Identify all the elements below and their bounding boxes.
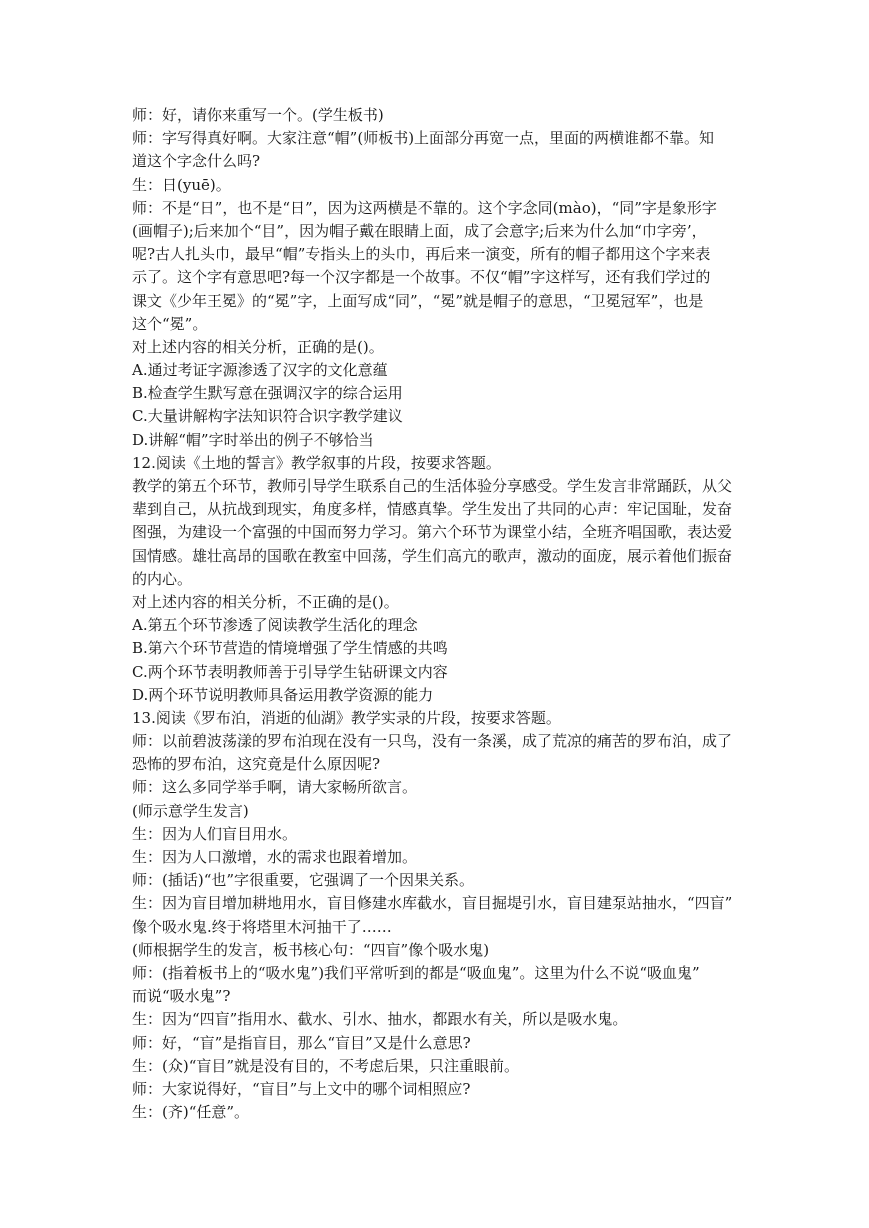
text-line: 的内心。	[132, 569, 193, 588]
option-b: B.第六个环节营造的情境增强了学生情感的共鸣	[132, 639, 448, 658]
text-line: 生：日(yuē)。	[132, 175, 231, 194]
text-line: 生：(众)“盲目”就是没有目的，不考虑后果，只注重眼前。	[132, 1056, 520, 1075]
text-line: 师：大家说得好，“盲目”与上文中的哪个词相照应?	[132, 1079, 471, 1098]
option-a: A.通过考证字源渗透了汉字的文化意蕴	[132, 361, 388, 380]
text-line: 这个“冕”。	[132, 314, 208, 333]
text-line: 师：好，请你来重写一个。(学生板书)	[132, 106, 384, 124]
text-line: 师：好，“盲”是指盲目，那么“盲目”又是什么意思?	[132, 1033, 471, 1052]
text-line: 示了。这个字有意思吧?每一个汉字都是一个故事。不仅“帽”字这样写，还有我们学过的	[132, 268, 711, 287]
text-line: 而说“吸水鬼”?	[132, 987, 231, 1006]
text-line: 生：因为人们盲目用水。	[132, 824, 298, 843]
text-line: 道这个字念什么吗?	[132, 152, 261, 171]
text-line: (画帽子);后来加个“目”，因为帽子戴在眼睛上面，成了会意字;后来为什么加“巾字旁’，	[132, 221, 707, 240]
text-line: 像个吸水鬼.终于将塔里木河抽干了……	[132, 917, 392, 936]
text-line: 师：字写得真好啊。大家注意“帽”(师板书)上面部分再宽一点，里面的两横谁都不靠。知	[132, 129, 715, 148]
text-line: 生：(齐)“任意”。	[132, 1103, 250, 1122]
question-stem: 对上述内容的相关分析，正确的是()。	[132, 337, 384, 356]
text-line: 生：因为盲目增加耕地用水，盲目修建水库截水，盲目掘堤引水，盲目建泵站抽水，“四盲”	[132, 894, 733, 913]
option-b: B.检查学生默写意在强调汉字的综合运用	[132, 384, 403, 403]
text-line: 教学的第五个环节，教师引导学生联系自己的生活体验分享感受。学生发言非常踊跃，从父	[132, 477, 733, 495]
text-line: 图强，为建设一个富强的中国而努力学习。第六个环节为课堂小结，全班齐唱国歌，表达爱	[132, 523, 733, 542]
text-line: 师：以前碧波荡漾的罗布泊现在没有一只鸟，没有一条溪，成了荒凉的痛苦的罗布泊，成了	[132, 732, 733, 751]
text-line: 生：因为“四盲”指用水、截水、引水、抽水，都跟水有关，所以是吸水鬼。	[132, 1010, 628, 1029]
text-line: (师示意学生发言)	[132, 801, 249, 820]
option-a: A.第五个环节渗透了阅读教学生活化的理念	[132, 616, 418, 635]
option-d: D.两个环节说明教师具备运用教学资源的能力	[132, 685, 434, 704]
text-line: 师：不是“日”，也不是“日”，因为这两横是不靠的。这个字念同(mào)，“同”字是象形字	[132, 198, 717, 217]
text-line: 师：(插话)“也”字很重要，它强调了一个因果关系。	[132, 871, 475, 890]
option-c: C.大量讲解构字法知识符合识字教学建议	[132, 407, 403, 426]
option-d: D.讲解“帽”字时举出的例子不够恰当	[132, 430, 374, 449]
text-line: 国情感。雄壮高昂的国歌在教室中回荡，学生们高亢的歌声，激动的面庞，展示着他们振奋	[132, 546, 733, 565]
text-line: 恐怖的罗布泊，这究竟是什么原因呢?	[132, 755, 381, 774]
text-line: 师：(指着板书上的“吸水鬼”)我们平常听到的都是“吸血鬼”。这里为什么不说“吸血鬼”	[132, 963, 700, 982]
document-body	[132, 104, 772, 1124]
text-line: 课文《少年王冕》的“冕”字，上面写成“同”，“冕”就是帽子的意思，“卫冕冠军”，也是	[132, 291, 704, 310]
text-line: 辈到自己，从抗战到现实，角度多样，情感真挚。学生发出了共同的心声：牢记国耻，发奋	[132, 500, 733, 519]
option-c: C.两个环节表明教师善于引导学生钻研课文内容	[132, 662, 448, 681]
text-line: 生：因为人口激增，水的需求也跟着增加。	[132, 848, 418, 866]
question-heading: 13.阅读《罗布泊，消逝的仙湖》教学实录的片段，按要求答题。	[132, 708, 561, 727]
text-line: (师根据学生的发言，板书核心句：“四盲”像个吸水鬼)	[132, 940, 490, 959]
text-line: 师：这么多同学举手啊，请大家畅所欲言。	[132, 778, 418, 797]
question-heading: 12.阅读《土地的誓言》教学叙事的片段，按要求答题。	[132, 453, 501, 472]
question-stem: 对上述内容的相关分析，不正确的是()。	[132, 592, 399, 611]
text-line: 呢?古人扎头巾，最早“帽”专指头上的头巾，再后来一演变，所有的帽子都用这个字来表	[132, 245, 711, 264]
